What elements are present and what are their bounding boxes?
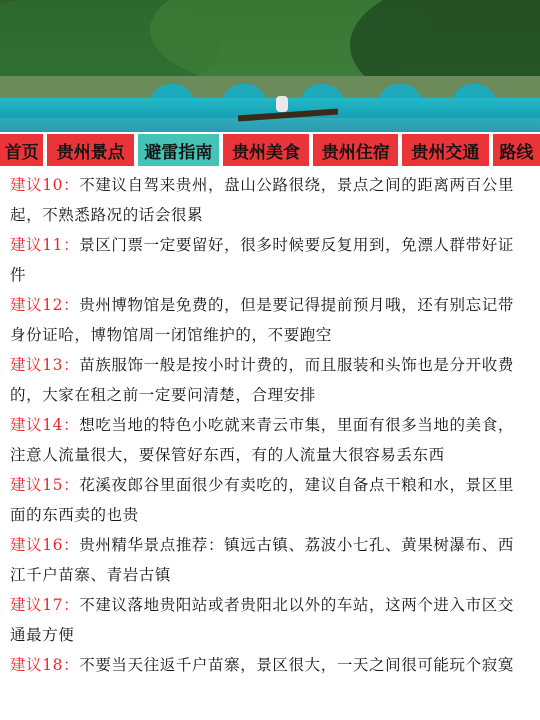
tip-item	[10, 410, 530, 470]
tip-item	[10, 290, 530, 350]
tip-number-label: 建议18：	[10, 656, 80, 674]
tab-routes[interactable]: 路线	[493, 134, 540, 166]
tips-list	[0, 166, 540, 680]
tip-number-label: 建议15：	[10, 476, 80, 494]
tip-text: 贵州精华景点推荐：镇远古镇、荔波小七孔、黄果树瀑布、西江千户苗寨、青岩古镇	[10, 536, 514, 584]
tip-item	[10, 590, 530, 650]
tip-text: 不要当天往返千户苗寨，景区很大，一天之间很可能玩个寂寞	[79, 656, 514, 674]
tip-text: 花溪夜郎谷里面很少有卖吃的，建议自备点干粮和水，景区里面的东西卖的也贵	[10, 476, 514, 524]
tab-home[interactable]: 首页	[0, 134, 43, 166]
tip-number-label: 建议11：	[10, 236, 80, 254]
tip-text: 景区门票一定要留好，很多时候要反复用到，免漂人群带好证件	[10, 236, 514, 284]
tip-item	[10, 650, 530, 680]
tip-number-label: 建议12：	[10, 296, 80, 314]
tip-number-label: 建议17：	[10, 596, 80, 614]
photo-water-reflection	[0, 118, 540, 132]
tip-text: 不建议自驾来贵州，盘山公路很绕，景点之间的距离两百公里起，不熟悉路况的话会很累	[10, 176, 514, 224]
tip-number-label: 建议13：	[10, 356, 80, 374]
photo-rafter-figure	[276, 96, 288, 112]
tip-item	[10, 230, 530, 290]
tab-pitfall-guide[interactable]: 避雷指南	[138, 134, 219, 166]
tip-item	[10, 170, 530, 230]
tab-guizhou-transport[interactable]: 贵州交通	[402, 134, 489, 166]
tip-text: 苗族服饰一般是按小时计费的，而且服装和头饰也是分开收费的，大家在租之前一定要问清楚，合理安排	[10, 356, 514, 404]
tip-item	[10, 350, 530, 410]
tip-number-label: 建议16：	[10, 536, 80, 554]
category-nav-bar	[0, 134, 540, 166]
tip-number-label: 建议10：	[10, 176, 80, 194]
tip-item	[10, 530, 530, 590]
tab-guizhou-food[interactable]: 贵州美食	[223, 134, 310, 166]
tip-number-label: 建议14：	[10, 416, 80, 434]
tip-text: 贵州博物馆是免费的，但是要记得提前预月哦，还有别忘记带身份证哈，博物馆周一闭馆维护的，不要跑空	[10, 296, 514, 344]
hero-landscape-photo	[0, 0, 540, 132]
tip-item	[10, 470, 530, 530]
tip-text: 不建议落地贵阳站或者贵阳北以外的车站，这两个进入市区交通最方便	[10, 596, 514, 644]
tab-guizhou-attractions[interactable]: 贵州景点	[47, 134, 134, 166]
tab-guizhou-lodging[interactable]: 贵州住宿	[313, 134, 398, 166]
tip-text: 想吃当地的特色小吃就来青云市集，里面有很多当地的美食，注意人流量很大，要保管好东西，有的人流量大很容易丢东西	[10, 416, 514, 464]
